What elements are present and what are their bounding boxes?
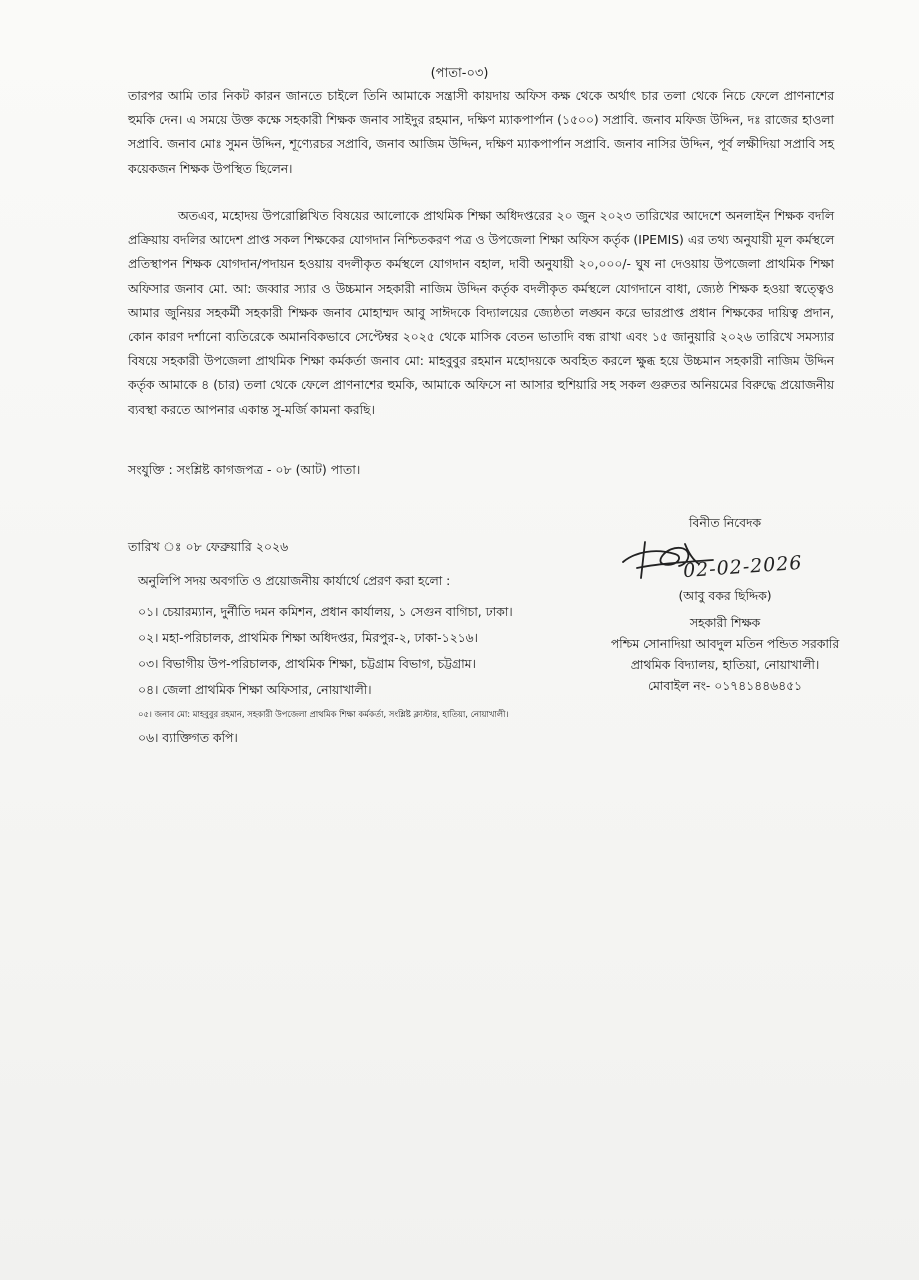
cc-item: ০৫। জনাব মো: মাহবুবুর রহমান, সহকারী উপজেলা প্রাথমিক শিক্ষা কর্মকর্তা, সংশ্লিষ্ট ক্লাস্টার, হাতিয়া, নোয়াখালী। [138, 709, 509, 719]
handwritten-signature [585, 534, 865, 592]
cc-list [138, 599, 513, 751]
handwritten-date: 02-02-2026 [682, 551, 804, 583]
school-name-line2: প্রাথমিক বিদ্যালয়, হাতিয়া, নোয়াখালী। [630, 658, 820, 672]
mobile-number: মোবাইল নং- ০১৭৪১৪৪৬৪৫১ [647, 679, 803, 693]
signer-designation: সহকারী শিক্ষক [689, 616, 761, 630]
cc-item: ০১। চেয়ারম্যান, দুর্নীতি দমন কমিশন, প্রধান কার্যালয়, ১ সেগুন বাগিচা, ঢাকা। [138, 605, 513, 619]
attachment-note: সংযুক্তি : সংশ্লিষ্ট কাগজপত্র - ০৮ (আট) পাতা। [128, 462, 361, 477]
cc-item: ০৬। ব্যাক্তিগত কপি। [138, 731, 238, 745]
page-number: (পাতা-০৩) [430, 66, 489, 81]
signer-name: (আবু বকর ছিদ্দিক) [678, 589, 772, 603]
paragraph-incident: তারপর আমি তার নিকট কারন জানতে চাইলে তিনি আমাকে সন্ত্রাসী কায়দায় অফিস কক্ষ থেকে অর্থাৎ চার তলা থেকে নিচে ফেলে প্রাণনাশের হুমকি দেন। এ সময়ে উক্ত কক্ষে সহকারী শিক্ষক জনাব সাইদুর রহমান, দক্ষিণ ম্যাকপার্পান (১৫০০) সপ্রাবি. জনাব মফিজ উদ্দিন, দঃ রাজের হাওলা সপ্রাবি. জনাব মোঃ সুমন উদ্দিন, শূণ্যেরচর সপ্রাবি, জনাব আজিম উদ্দিন, দক্ষিণ ম্যাকপার্পান সপ্রাবি. জনাব নাসির উদ্দিন, পূর্ব লক্ষীদিয়া সপ্রাবি সহ কয়েকজন শিক্ষক উপস্থিত ছিলেন। [128, 89, 834, 176]
cc-item: ০৩। বিভাগীয় উপ-পরিচালক, প্রাথমিক শিক্ষা, চট্টগ্রাম বিভাগ, চট্টগ্রাম। [138, 657, 476, 671]
signature-block [585, 513, 865, 697]
cc-heading: অনুলিপি সদয় অবগতি ও প্রয়োজনীয় কার্যার্থে প্রেরণ করা হলো : [138, 574, 451, 588]
paragraph-request: অতএব, মহোদয় উপরোল্লিখিত বিষয়ের আলোকে প্রাথমিক শিক্ষা অধিদপ্তরের ২০ জুন ২০২৩ তারিখের আদেশে অনলাইন শিক্ষক বদলি প্রক্রিয়ায় বদলির আদেশ প্রাপ্ত সকল শিক্ষকের যোগদান নিশ্চিতকরণ পত্র ও উপজেলা শিক্ষা অফিস কর্তৃক (IPEMIS) এর তথ্য অনুযায়ী মূল কর্মস্থলে প্রতিস্থাপন শিক্ষক যোগদান/পদায়ন হওয়ায় বদলীকৃত কর্মস্থলে যোগদান বহাল, দাবী অনুযায়ী ২০,০০০/- ঘুষ না দেওয়ায় উপজেলা প্রাথমিক শিক্ষা অফিসার জনাব মো. আ: জব্বার স্যার ও উচ্চমান সহকারী নাজিম উদ্দিন কর্তৃক বদলীকৃত কর্মস্থলে যোগদানে বাধা, জ্যেষ্ঠ শিক্ষক হওয়া স্বত্ত্বেও আমার জুনিয়র সহকর্মী সহকারী শিক্ষক জনাব মোহাম্মদ আবু সাঈদকে বিদ্যালয়ের জ্যেষ্ঠতা লঙ্ঘন করে ভারপ্রাপ্ত প্রধান শিক্ষকের দায়িত্ব প্রদান, কোন কারণ দর্শানো ব্যতিরেকে অমানবিকভাবে সেপ্টেম্বর ২০২৫ থেকে মাসিক বেতন ভাতাদি বন্ধ রাখা এবং ১৫ জানুয়ারি ২০২৬ তারিখে সমস্যার বিষয়ে সহকারী উপজেলা প্রাথমিক শিক্ষা কর্মকর্তা জনাব মো: মাহবুবুর রহমান মহোদয়কে অবহিত করলে ক্ষুব্ধ হয়ে উচ্চমান সহকারী নাজিম উদ্দিন কর্তৃক আমাকে ৪ (চার) তলা থেকে ফেলে প্রাণনাশের হুমকি, আমাকে অফিসে না আসার হুশিয়ারি সহ সকল গুরুতর অনিয়মের বিরুদ্ধে প্রয়োজনীয় ব্যবস্থা করতে আপনার একান্ত সু-মর্জি কামনা করছি। [128, 209, 834, 417]
cc-item: ০২। মহা-পরিচালক, প্রাথমিক শিক্ষা অধিদপ্তর, মিরপুর-২, ঢাকা-১২১৬। [138, 631, 478, 645]
letter-date: তারিখ ঃ ০৮ ফেব্রুয়ারি ২০২৬ [128, 539, 289, 554]
school-name-line1: পশ্চিম সোনাদিয়া আবদুল মতিন পন্ডিত সরকারি [610, 637, 840, 651]
cc-item: ০৪। জেলা প্রাথমিক শিক্ষা অফিসার, নোয়াখালী। [138, 683, 372, 697]
closing-text: বিনীত নিবেদক [688, 516, 762, 530]
